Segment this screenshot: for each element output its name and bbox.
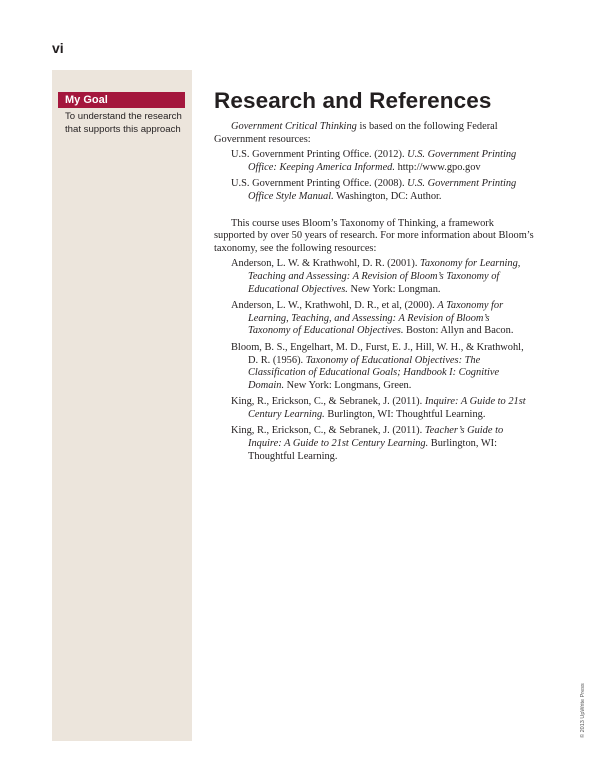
goal-description: To understand the research that supports this approach <box>65 111 182 135</box>
blooms-paragraph: This course uses Bloom’s Taxonomy of Thinking, a framework supported by over 50 years of research. For more information about Bloom’s taxonomy, see the following resources: <box>214 217 534 254</box>
ref-text: Boston: Allyn and Bacon. <box>403 325 514 337</box>
page-number: vi <box>52 40 64 56</box>
ref-text: New York: Longmans, Green. <box>284 379 412 391</box>
ref-text: King, R., Erickson, C., & Sebranek, J. (2011). <box>231 396 425 408</box>
ref-text: King, R., Erickson, C., & Sebranek, J. (2011). <box>231 425 425 437</box>
main-content <box>214 121 534 467</box>
ref-title: Inquire: A Guide to 21st Century Learning. <box>248 396 526 420</box>
reference-item <box>214 178 534 203</box>
ref-text: Burlington, WI: Thoughtful Learning. <box>324 408 486 420</box>
reference-item <box>214 300 534 338</box>
ref-title: Taxonomy of Educational Objectives: The Classification of Educational Goals; Handbook I: Cognitive Domain. <box>248 354 500 391</box>
ref-text: Anderson, L. W. & Krathwohl, D. R. (2001). <box>231 258 421 270</box>
sidebar <box>52 70 192 741</box>
ref-text: Bloom, B. S., Engelhart, M. D., Furst, E. J., Hill, W. H., & Krathwohl, D. R. (1956). <box>231 341 524 366</box>
ref-title: Taxonomy for Learning, Teaching and Assessing: A Revision of Bloom’s Taxonomy of Educational Objectives. <box>248 258 521 295</box>
reference-item <box>214 425 534 463</box>
ref-text: New York: Longman. <box>347 283 441 295</box>
reference-item <box>214 149 534 174</box>
ref-text: Washington, DC: Author. <box>333 190 442 202</box>
ref-title: U.S. Government Printing Office: Keeping America Informed. <box>248 149 517 173</box>
government-references <box>214 149 534 203</box>
bloom-references <box>214 258 534 463</box>
intro-italic: Government Critical Thinking <box>231 121 357 132</box>
reference-item <box>214 342 534 392</box>
intro-paragraph <box>214 121 534 146</box>
reference-item <box>214 396 534 421</box>
ref-text: U.S. Government Printing Office. (2008). <box>231 178 408 190</box>
ref-title: Teacher’s Guide to Inquire: A Guide to 21st Century Learning. <box>248 425 504 450</box>
ref-text: Anderson, L. W., Krathwohl, D. R., et al, (2000). <box>231 300 438 312</box>
ref-title: A Taxonomy for Learning, Teaching, and Assessing: A Revision of Bloom’s Taxonomy of Educational Objectives. <box>248 300 504 337</box>
ref-text: http://www.gpo.gov <box>394 161 481 173</box>
page-title: Research and References <box>214 88 492 113</box>
ref-text: U.S. Government Printing Office. (2012). <box>231 149 408 161</box>
ref-text: Burlington, WI: Thoughtful Learning. <box>248 438 497 462</box>
ref-title: U.S. Government Printing Office Style Manual. <box>248 178 517 202</box>
intro-text: is based on the following Federal Government resources: <box>214 121 498 145</box>
reference-item <box>214 258 534 296</box>
copyright-notice: © 2013 UpWrite Press <box>580 683 586 738</box>
goal-heading: My Goal <box>58 92 185 108</box>
